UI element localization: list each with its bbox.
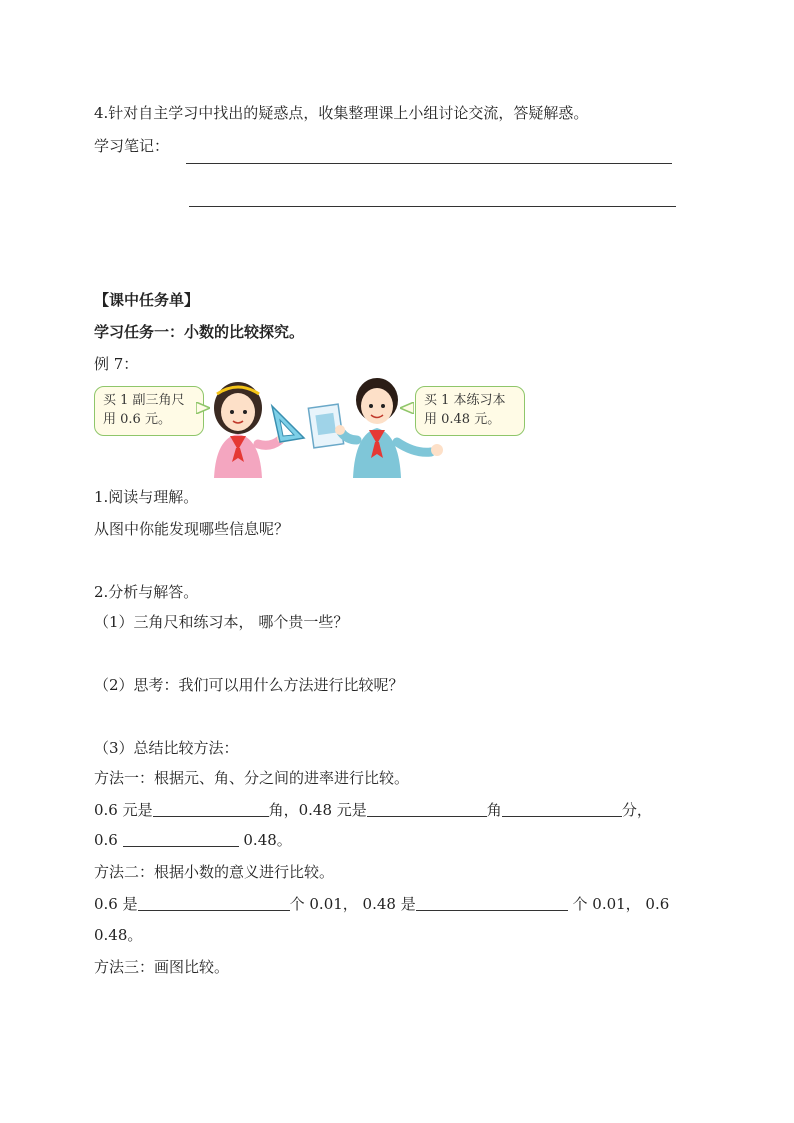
girl-speech-bubble bbox=[94, 386, 204, 436]
boy-bubble-line-1: 买 1 本练习本 bbox=[424, 393, 506, 408]
m2-blank-2[interactable] bbox=[416, 894, 568, 911]
in-class-header: 【课中任务单】 bbox=[94, 291, 200, 309]
girl-bubble-line-1: 买 1 副三角尺 bbox=[103, 393, 185, 408]
m2-continuation: 0.48。 bbox=[94, 926, 143, 944]
step1-question: 从图中你能发现哪些信息呢？ bbox=[94, 520, 290, 538]
m1-blank-fen[interactable] bbox=[502, 800, 622, 817]
m1-compare-left: 0.6 bbox=[94, 831, 123, 849]
method1-title: 方法一：根据元、角、分之间的进率进行比较。 bbox=[94, 769, 410, 787]
m1-text-d: 分， bbox=[621, 801, 652, 819]
m2-text-b: 个 0.01， 0.48 是 bbox=[289, 895, 416, 913]
question-3: （3）总结比较方法： bbox=[94, 739, 239, 757]
m2-blank-1[interactable] bbox=[138, 894, 290, 911]
m1-text-b: 角，0.48 元是 bbox=[268, 801, 367, 819]
item-4-text: 4.针对自主学习中找出的疑惑点，收集整理课上小组讨论交流，答疑解惑。 bbox=[94, 104, 589, 122]
task1-title: 学习任务一：小数的比较探究。 bbox=[94, 323, 305, 341]
m1-blank-jiao[interactable] bbox=[153, 800, 269, 817]
m2-text-a: 0.6 是 bbox=[94, 895, 138, 913]
m1-text-c: 角 bbox=[486, 801, 502, 819]
boy-bubble-line-2: 用 0.48 元。 bbox=[424, 412, 501, 427]
step1-title: 1.阅读与理解。 bbox=[94, 488, 199, 506]
girl-bubble-line-2: 用 0.6 元。 bbox=[103, 412, 171, 427]
m2-text-c: 个 0.01， 0.6 bbox=[567, 895, 670, 913]
girl-with-triangle-ruler-illustration bbox=[200, 378, 312, 478]
method3-title: 方法三：画图比较。 bbox=[94, 958, 230, 976]
question-2: （2）思考：我们可以用什么方法进行比较呢？ bbox=[94, 676, 404, 694]
boy-speech-bubble bbox=[415, 386, 525, 436]
m1-text-a: 0.6 元是 bbox=[94, 801, 153, 819]
method2-title: 方法二：根据小数的意义进行比较。 bbox=[94, 863, 335, 881]
boy-bubble-tail bbox=[400, 402, 414, 414]
step2-title: 2.分析与解答。 bbox=[94, 583, 199, 601]
notes-label: 学习笔记： bbox=[94, 137, 170, 155]
notes-line-2[interactable] bbox=[189, 206, 676, 207]
notes-line-1[interactable] bbox=[186, 163, 672, 164]
example-label: 例 7： bbox=[94, 355, 139, 373]
method1-compare-row bbox=[94, 830, 292, 850]
m1-compare-right: 0.48。 bbox=[238, 831, 292, 849]
method1-fill-row bbox=[94, 800, 652, 820]
method2-fill-row bbox=[94, 894, 669, 914]
m1-blank-jiao-2[interactable] bbox=[367, 800, 487, 817]
m1-compare-blank[interactable] bbox=[123, 830, 239, 847]
question-1: （1）三角尺和练习本， 哪个贵一些？ bbox=[94, 613, 349, 631]
